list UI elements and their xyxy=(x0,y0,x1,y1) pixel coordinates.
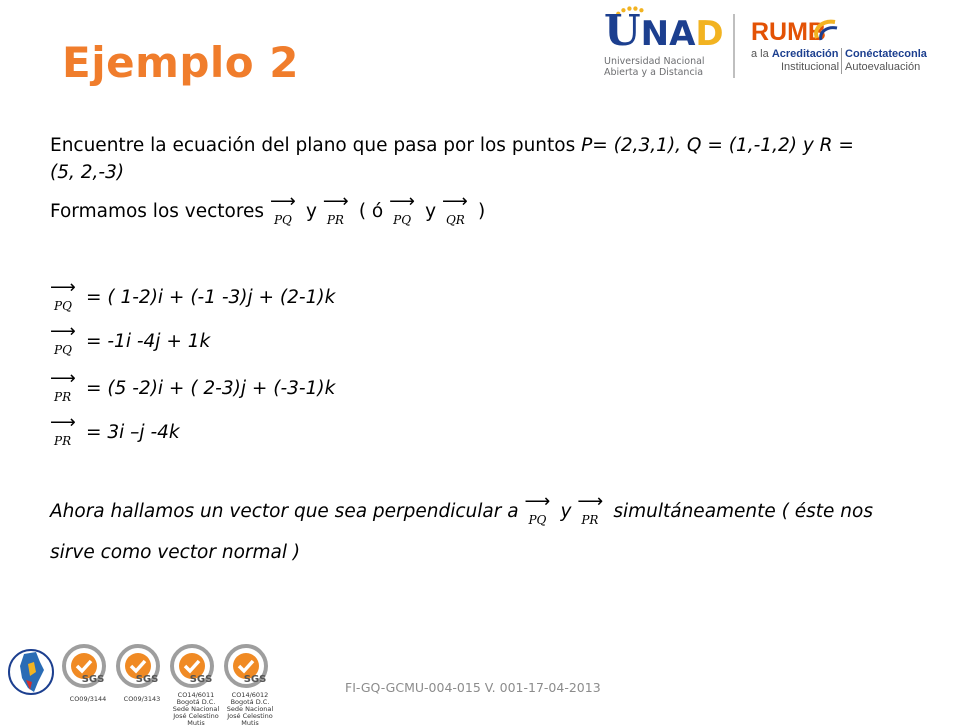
vector-pq: ⟶ PQ xyxy=(389,191,415,227)
vectors-intro: Formamos los vectores ⟶ PQ y ⟶ PR ( ó ⟶ PQ y ⟶ QR ) xyxy=(50,191,486,227)
perpendicular-statement-line-2: sirve como vector normal ) xyxy=(50,542,301,563)
unad-wordmark: UNAD xyxy=(604,6,724,55)
rumbo-swoosh-icon xyxy=(811,16,841,44)
header-divider xyxy=(733,14,735,78)
vector-pq: ⟶ PQ xyxy=(50,277,76,313)
vector-pq: ⟶ PQ xyxy=(50,321,76,357)
vector-pr: ⟶ PR xyxy=(577,491,604,527)
equation-pr-result: ⟶ PR = 3i –j -4k xyxy=(50,412,180,448)
equation-pr-expanded: ⟶ PR = (5 -2)i + ( 2-3)j + (-3-1)k xyxy=(50,368,336,404)
vector-qr: ⟶ QR xyxy=(441,191,468,227)
vector-pr: ⟶ PR xyxy=(50,368,76,404)
rumbo-wordmark: RUMB xyxy=(751,18,826,46)
unad-subtitle: Universidad Nacional Abierta y a Distancia xyxy=(604,56,705,78)
vector-pr: ⟶ PR xyxy=(50,412,76,448)
sgs-seal-icon xyxy=(60,642,114,694)
problem-statement-line-2: (5, 2,-3) xyxy=(50,162,125,183)
sgs-seal-icon xyxy=(168,642,222,694)
certification-seal: SGS CO14/6012 Bogotá D.C. Sede Nacional José Celestino Mutis xyxy=(222,642,276,716)
equation-pq-result: ⟶ PQ = -1i -4j + 1k xyxy=(50,321,211,357)
rumbo-logo: RUMB a la Acreditación Institucional Conéctateconla Autoevaluación xyxy=(751,18,927,73)
perpendicular-statement-line-1: Ahora hallamos un vector que sea perpendicular a ⟶ PQ y ⟶ PR simultáneamente ( éste nos xyxy=(50,491,873,527)
sgs-seal-icon xyxy=(222,642,276,694)
document-code: FI-GQ-GCMU-004-015 V. 001-17-04-2013 xyxy=(345,680,601,695)
equation-pq-expanded: ⟶ PQ = ( 1-2)i + (-1 -3)j + (2-1)k xyxy=(50,277,336,313)
certification-seal: SGS CO14/6011 Bogotá D.C. Sede Nacional José Celestino Mutis xyxy=(168,642,222,716)
sgs-seal-icon xyxy=(114,642,168,694)
unad-logo xyxy=(604,6,724,82)
problem-statement-line-1: Encuentre la ecuación del plano que pasa por los puntos P= (2,3,1), Q = (1,-1,2) y R = xyxy=(50,135,854,156)
vector-pq: ⟶ PQ xyxy=(269,191,296,227)
colombia-map-icon xyxy=(6,642,56,706)
certification-seal: SGS CO09/3143 xyxy=(114,642,168,716)
vector-pr: ⟶ PR xyxy=(322,191,349,227)
slide-title: Ejemplo 2 xyxy=(62,38,299,87)
vector-pq: ⟶ PQ xyxy=(524,491,551,527)
certification-seal: SGS CO09/3144 xyxy=(60,642,114,716)
